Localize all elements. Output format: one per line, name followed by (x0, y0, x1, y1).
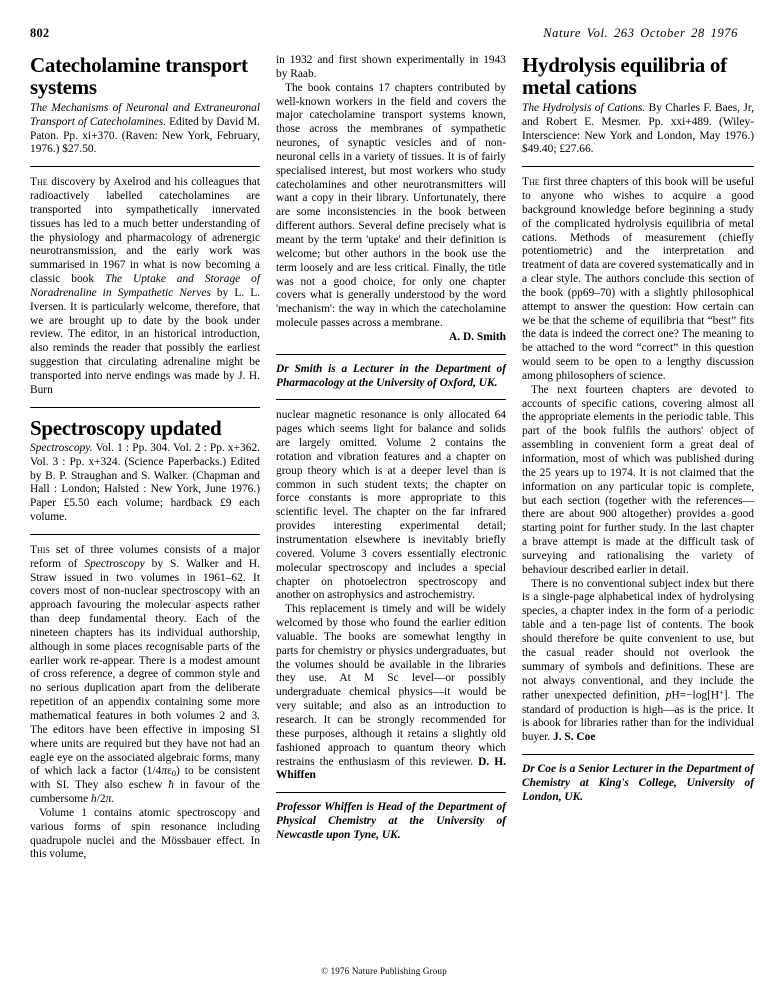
reviewer-affiliation: Professor Whiffen is Head of the Department of Physical Chemistry at the University of Newcastle upon Tyne, UK. (276, 801, 506, 841)
review-catecholamine-cont (276, 54, 506, 390)
review-hydrolysis (522, 54, 754, 805)
review-paragraph: The discovery by Axelrod and his colleagues that radioactively labelled catecholamines are transported into sympathetically innervated tissues has led to a much better understanding of the physiology and pharmacology of adrenergic neurotransmission, and the early work was summarised in 1967 in what is now becoming a classic book The Uptake and Storage of Noradrenaline in Sympathetic Nerves by L. L. Iversen. It is particularly welcome, therefore, that we are brought up to date by the book under review. The editor, in an historical introduction, also reminds the reader that possibly the earliest suggestion that circulating adrenaline might be transported into nerve endings was made by J. H. Burn (30, 176, 261, 396)
section-rule (522, 754, 754, 755)
review-catecholamine (30, 54, 260, 398)
section-rule (276, 792, 506, 793)
review-paragraph: Volume 1 contains atomic spectroscopy and various forms of spin resonance including quadrupole nuclei and the Mössbauer effect. In this volume, (30, 806, 260, 861)
section-rule (30, 166, 260, 167)
review-paragraph: The first three chapters of this book will be useful to anyone who wishes to acquire a good background knowledge before beginning a study of the complicated hydrolysis equilibria of metal cations. Methods of measurement (chiefly potentiometric) and the interpretation and treatment of data are covered systematically and in a clear style. The authors conclude this section of the book (pp69–70) with a slightly philosophical attempt to answer the question: How certain can we be that the scheme of equilibria that “best” fits the data is indeed the correct one? The meaning to be attached to the word “correct” in this question would seem to be open to a lengthy discussion among philosophers of science. (522, 176, 754, 382)
reviewer-affiliation: Dr Smith is a Lecturer in the Department of Pharmacology at the University of Oxford, UK. (276, 362, 506, 389)
review-paragraph: nuclear magnetic resonance is only allocated 64 pages which seems light for balance and solids are largely omitted. Volume 2 contains the rotation and vibration features and a chapter on group theory which is at a deeper level than is common in such student texts; the chapter on force constants is more appropriate to this scientific level. The chapter on the far infrared provides interesting experimental detail; instrumentation elsewhere is inevitably briefly covered. Volume 3 covers essentially electronic molecular spectroscopy and includes a special chapter on photoelectron spectroscopy and another on astrophysics and astrochemistry. (276, 409, 506, 602)
review-paragraph: This replacement is timely and will be widely welcomed by those who found the earlier edition valuable. The books are somewhat lengthy in parts for chemistry or physics undergraduates, but the volumes should be available in the libraries they use. At M Sc level—or possibly undergraduate chemical physics—it would be very suitable; and also as an introduction to research. It can be strongly recommended for these purposes, although it retains a slightly old fashioned approach to quantum theory which restrains the enthusiasm of this reviewer. D. H. Whiffen (276, 603, 506, 782)
column-1 (30, 54, 260, 862)
section-rule (276, 399, 506, 400)
masthead (30, 26, 738, 44)
review-byline: A. D. Smith (449, 330, 506, 343)
column-2 (276, 54, 506, 843)
section-rule (30, 407, 260, 408)
review-headline: Hydrolysis equilibria of metal cations (522, 53, 727, 100)
review-paragraph: There is no conventional subject index but there is a single-page alphabetical index of hydrolysing species, a chapter index in the form of a periodic table and a ten-page list of contents. The book should therefore be quite convenient to use, but the casual reader should not overlook the summary of symbols and definitions. These are not always conventional, and they include the rather unexpected definition, pH=−log[H+]. The standard of production is high—as is the price. It is abook for libraries rather than for the individual buyer. J. S. Coe (522, 577, 754, 744)
issue-citation: Nature Vol. 263 October 28 1976 (543, 26, 738, 40)
review-biblio: The Hydrolysis of Cations. By Charles F. Baes, Jr, and Robert E. Mesmer. Pp. xxi+489. (Wiley-Interscience: New York and London, May 1976.) $49.40; £27.66. (522, 101, 755, 156)
review-paragraph: This set of three volumes consists of a major reform of Spectroscopy by S. Walker and H. Straw issued in two volumes in 1961–62. It covers most of non-nuclear spectroscopy with an approach favouring the molecular aspects rather than deep fundamental theory. Each of the nineteen chapters has its individual authorship, although in some places recognisable parts of the earlier work re-appear. There is a modest amount of cross reference, a degree of common style and no serious duplication apart from the deliberate repetition of an appendix containing some more mathematical features in both volumes 2 and 3. The editors have been effective in imposing SI where units are required but they have not had an eagle eye on the associated algebraic forms, many of which lack a factor $(1/4\pi\varepsilon_0)$ to be consistent with SI. They also eschew ħ in favour of the cumbersome h/2π. (30, 543, 260, 806)
reviewer-affiliation: Dr Coe is a Senior Lecturer in the Department of Chemistry at King's College, University of London, UK. (522, 763, 754, 803)
review-spectroscopy (30, 417, 260, 863)
review-headline: Spectroscopy updated (30, 415, 222, 440)
review-paragraph: The next fourteen chapters are devoted to accounts of specific cations, covering almost all the appropriate elements in the periodic table. This part of the book fulfils the authors' object of assembling in convenient form a great deal of information, most of which was published during the 25 years up to 1974. It is not claimed that the information on any particular topic is complete, but each section (together with the references—there are about 900 altogether) provides a good starting point for further study. In the last chapter a brave attempt is made at the difficult task of surveying and rationalising the variety of behaviour described earlier in detail. (522, 383, 754, 576)
section-rule (30, 534, 260, 535)
review-headline: Catecholamine transport systems (30, 53, 248, 100)
section-rule (276, 354, 506, 355)
review-paragraph: in 1932 and first shown experimentally in 1943 by Raab. (276, 54, 506, 80)
review-biblio: The Mechanisms of Neuronal and Extraneuronal Transport of Catecholamines. Edited by David M. Paton. Pp. xi+370. (Raven: New York, February, 1976.) $27.50. (30, 101, 261, 156)
review-biblio: Spectroscopy. Vol. 1 : Pp. 304. Vol. 2 : Pp. x+362. Vol. 3 : Pp. x+324. (Science Paperbacks.) Edited by B. P. Straughan and S. Walker. (Chapman and Hall : London; Halsted : New York, June 1976.) Paper £5.50 each volume; hardback £9 each volume. (30, 442, 260, 524)
copyright-footer: © 1976 Nature Publishing Group (321, 966, 447, 976)
column-layout (30, 53, 755, 862)
review-spectroscopy-cont (276, 409, 506, 842)
review-byline: D. H. Whiffen (276, 755, 506, 782)
column-3 (522, 54, 754, 805)
review-paragraph: The book contains 17 chapters contributed by well-known workers in the field and covers the major catecholamine transport systems known, those across the membranes of sympathetic neurones, of synaptic vesicles and of non-neuronal cells in a variety of tissues. It is of fairly specialised interest, but most workers who study catecholamines and other neurotransmitters will want a copy in their library. Unfortunately, there are some inconsistencies in the book between different authors. Several define precisely what is meant by the term 'uptake' and their definition is welcome; but other authors in the book use the term loosely and are less critical. Finally, the title was not a good choice, for only one chapter covers what is generally understood by the word 'mechanism': the way in which the catecholamine molecule passes across a membrane. (276, 81, 506, 330)
section-rule (522, 166, 754, 167)
page-number: 802 (30, 26, 50, 40)
review-byline: J. S. Coe (553, 731, 596, 744)
